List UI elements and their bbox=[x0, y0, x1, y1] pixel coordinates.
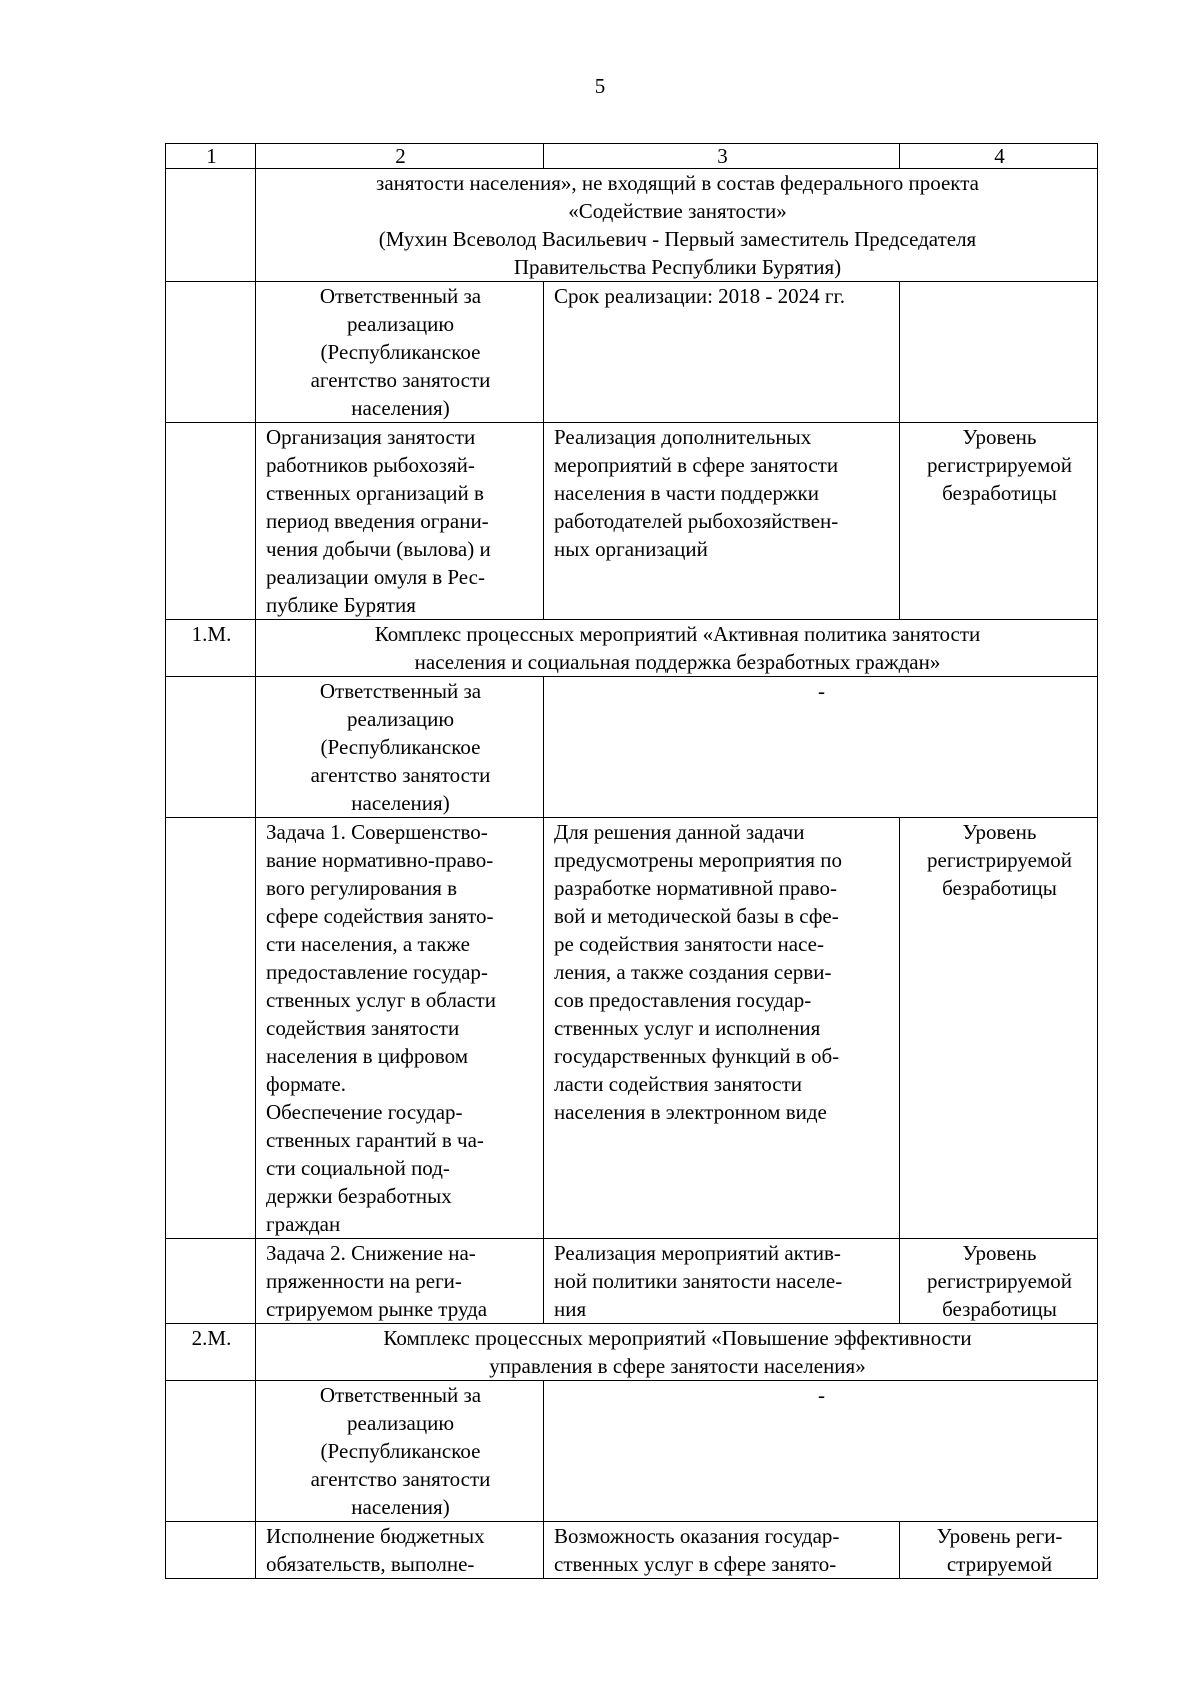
table-row bbox=[166, 1239, 1098, 1324]
table-row bbox=[166, 677, 1098, 818]
term-cell: Срок реализации: 2018 - 2024 гг. bbox=[544, 282, 900, 423]
responsible-cell: Ответственный за реализацию (Республиканское агентство занятости населения) bbox=[256, 677, 544, 818]
effect-cell: Возможность оказания государ- ственных услуг в сфере занято- bbox=[544, 1522, 900, 1579]
row-number: 1.М. bbox=[166, 620, 256, 677]
effect-cell: Реализация мероприятий актив- ной политики занятости населе- ния bbox=[544, 1239, 900, 1324]
row-number bbox=[166, 1522, 256, 1579]
section-title: Комплекс процессных мероприятий «Повышение эффективности управления в сфере занятости населения» bbox=[256, 1324, 1098, 1381]
section-title: Комплекс процессных мероприятий «Активная политика занятости населения и социальная поддержка безработных граждан» bbox=[256, 620, 1098, 677]
table-row bbox=[166, 1324, 1098, 1381]
section-title: занятости населения», не входящий в состав федерального проекта «Содействие занятости» (Мухин Всеволод Васильевич - Первый заместитель Председателя Правительства Республики Бурятия) bbox=[256, 169, 1098, 282]
row-number bbox=[166, 169, 256, 282]
table-row bbox=[166, 620, 1098, 677]
row-number bbox=[166, 677, 256, 818]
table-row bbox=[166, 1522, 1098, 1579]
indicator-cell bbox=[900, 282, 1098, 423]
measures-table bbox=[165, 143, 1098, 1579]
term-cell: - bbox=[544, 1381, 1098, 1522]
row-number: 2.М. bbox=[166, 1324, 256, 1381]
row-number bbox=[166, 423, 256, 620]
table-row bbox=[166, 423, 1098, 620]
task-cell: Задача 2. Снижение на- пряженности на реги- стрируемом рынке труда bbox=[256, 1239, 544, 1324]
responsible-cell: Ответственный за реализацию (Республиканское агентство занятости населения) bbox=[256, 282, 544, 423]
header-cell: 2 bbox=[256, 144, 544, 169]
responsible-cell: Ответственный за реализацию (Республиканское агентство занятости населения) bbox=[256, 1381, 544, 1522]
table-row bbox=[166, 818, 1098, 1239]
term-cell: - bbox=[544, 677, 1098, 818]
row-number bbox=[166, 1381, 256, 1522]
task-cell: Организация занятости работников рыбохозяй- ственных организаций в период введения ограни- чения добычи (вылова) и реализации омуля в Рес- публике Бурятия bbox=[256, 423, 544, 620]
indicator-cell: Уровень реги- стрируемой bbox=[900, 1522, 1098, 1579]
header-cell: 4 bbox=[900, 144, 1098, 169]
effect-cell: Для решения данной задачи предусмотрены мероприятия по разработке нормативной право- вой и методической базы в сфе- ре содействия занятости насе- ления, а также создания серви- сов предоставления государ- ственных услуг и исполнения государственных функций в об- ласти содействия занятости населения в электронном виде bbox=[544, 818, 900, 1239]
page-number: 5 bbox=[594, 74, 606, 98]
task-cell: Исполнение бюджетных обязательств, выполне- bbox=[256, 1522, 544, 1579]
indicator-cell: Уровень регистрируемой безработицы bbox=[900, 1239, 1098, 1324]
row-number bbox=[166, 1239, 256, 1324]
indicator-cell: Уровень регистрируемой безработицы bbox=[900, 423, 1098, 620]
effect-cell: Реализация дополнительных мероприятий в сфере занятости населения в части поддержки работодателей рыбохозяйствен- ных организаций bbox=[544, 423, 900, 620]
task-cell: Задача 1. Совершенство- вание нормативно-право- вого регулирования в сфере содействия занято- сти населения, а также предоставление государ- ственных услуг в области содействия занятости населения в цифровом формате. Обеспечение государ- ственных гарантий в ча- сти социальной под- держки безработных граждан bbox=[256, 818, 544, 1239]
header-cell: 3 bbox=[544, 144, 900, 169]
table-row bbox=[166, 169, 1098, 282]
header-cell: 1 bbox=[166, 144, 256, 169]
table-row bbox=[166, 282, 1098, 423]
table-row bbox=[166, 1381, 1098, 1522]
indicator-cell: Уровень регистрируемой безработицы bbox=[900, 818, 1098, 1239]
row-number bbox=[166, 282, 256, 423]
header-row bbox=[166, 144, 1098, 169]
row-number bbox=[166, 818, 256, 1239]
